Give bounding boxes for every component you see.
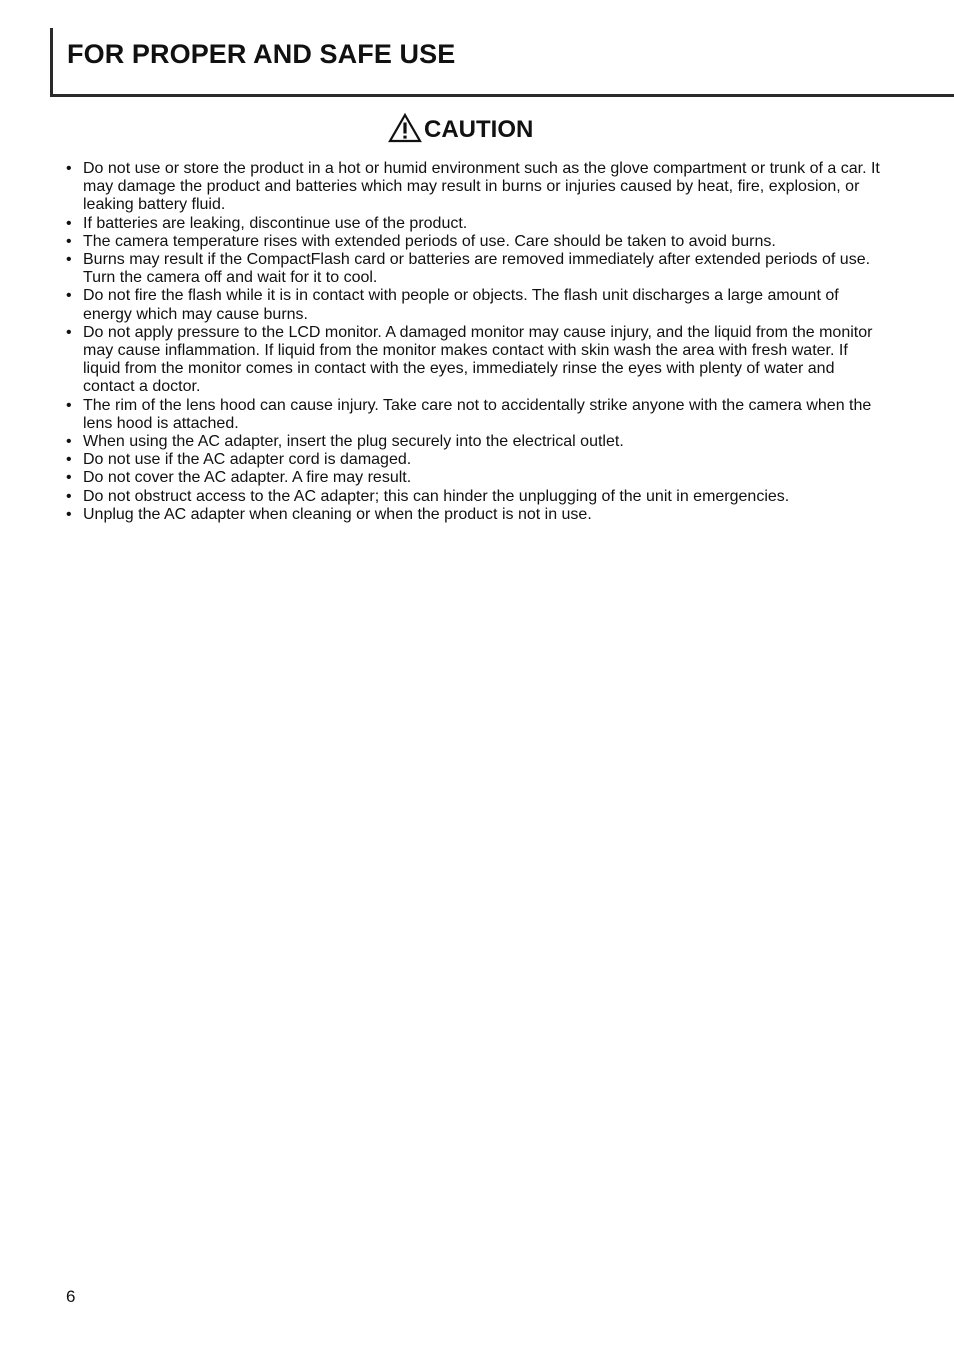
caution-list [66,160,884,524]
page-title: FOR PROPER AND SAFE USE [67,39,456,69]
list-item [66,251,884,287]
bullet: • [66,251,72,269]
list-item-text: Do not cover the AC adapter. A fire may result. [83,469,412,487]
list-item-text: The camera temperature rises with extended periods of use. Care should be taken to avoid burns. [83,232,776,250]
list-item [66,488,884,506]
bullet: • [66,396,72,414]
page-header [50,28,954,97]
list-item [66,433,884,451]
list-item-text: Do not use if the AC adapter cord is damaged. [83,451,412,469]
bullet: • [66,214,72,232]
caution-label: CAUTION [424,116,534,143]
bullet: • [66,287,72,305]
list-item [66,451,884,469]
list-item-text: If batteries are leaking, discontinue use of the product. [83,214,468,232]
bullet: • [66,505,72,523]
bullet: • [66,433,72,451]
list-item [66,469,884,487]
bullet: • [66,160,72,177]
list-item-text: Do not apply pressure to the LCD monitor. A damaged monitor may cause injury, and the liquid from the monitor may cause inflammation. If liquid from the monitor makes contact with skin wash the area with fresh water. If liquid from the monitor comes in contact with the eyes, immediately rinse the eyes with plenty of water and contact a doctor. [83,323,873,396]
bullet: • [66,487,72,505]
list-item [66,506,884,524]
warning-triangle-icon [388,113,422,143]
caution-heading [388,112,533,148]
list-item-text: Burns may result if the CompactFlash card or batteries are removed immediately after extended periods of use. Turn the camera off and wait for it to cool. [83,251,871,287]
list-item [66,215,884,233]
list-item [66,160,884,215]
list-item [66,324,884,397]
bullet: • [66,469,72,487]
list-item-text: Unplug the AC adapter when cleaning or when the product is not in use. [83,505,592,523]
list-item-text: Do not use or store the product in a hot or humid environment such as the glove compartment or trunk of a car. It may damage the product and batteries which may result in burns or injuries caused by heat, fire, explosion, or leaking battery fluid. [83,160,880,214]
list-item-text: The rim of the lens hood can cause injury. Take care not to accidentally strike anyone with the camera when the lens hood is attached. [83,396,872,432]
list-item-text: Do not obstruct access to the AC adapter; this can hinder the unplugging of the unit in emergencies. [83,487,790,505]
list-item-text: Do not fire the flash while it is in contact with people or objects. The flash unit discharges a large amount of energy which may cause burns. [83,287,839,323]
bullet: • [66,451,72,469]
page-number: 6 [66,1287,76,1306]
list-item [66,397,884,433]
list-item [66,233,884,251]
list-item-text: When using the AC adapter, insert the plug securely into the electrical outlet. [83,433,624,451]
bullet: • [66,323,72,341]
bullet: • [66,232,72,250]
list-item [66,287,884,323]
